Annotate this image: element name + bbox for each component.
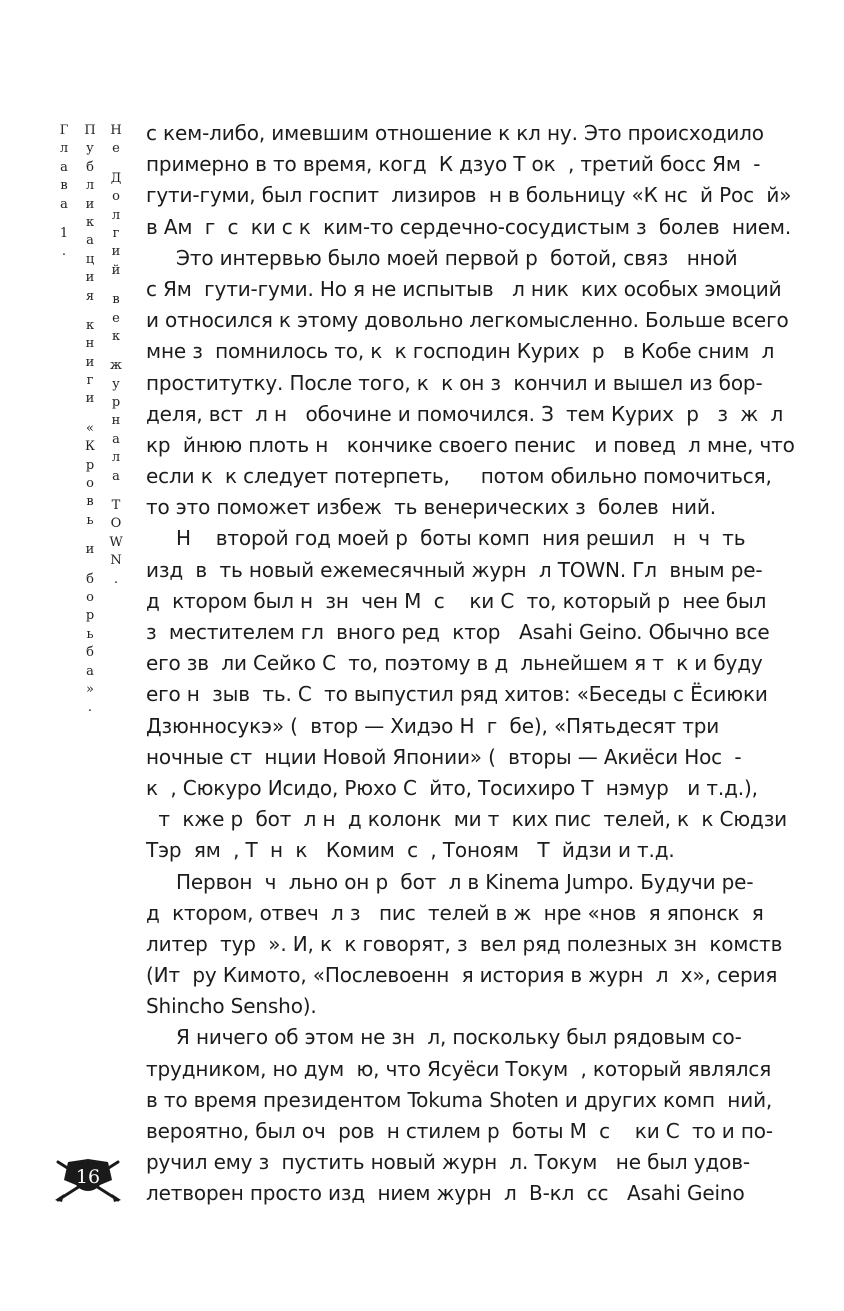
text-line: Тэр ям , Т н к Комим с , Тоноям Т йдзи и т.д. — [146, 838, 675, 863]
vertical-char: а — [112, 431, 120, 447]
vertical-char: . — [113, 571, 119, 587]
vertical-char: П — [84, 123, 96, 138]
vertical-char: и — [85, 391, 95, 407]
text-line: в Ам г с ки с к ким-то сердечно-сосудистым з болев нием. — [146, 214, 792, 239]
text-line: Первон ч льно он р бот л в Kinema Jumpo. Будучи ре- — [176, 869, 754, 894]
vertical-char: й — [111, 262, 121, 278]
vertical-char: у — [112, 376, 120, 392]
vertical-char: Н — [110, 123, 122, 138]
vertical-char: е — [112, 141, 120, 157]
page-number-emblem — [52, 1156, 124, 1204]
text-line: его зв ли Сейко С то, поэтому в д льнейшем я т к и буду — [146, 651, 763, 676]
vertical-char: и — [85, 542, 95, 558]
body-text — [146, 118, 795, 1210]
vertical-char: л — [111, 450, 121, 466]
text-line: гути-гуми, был госпит лизиров н в больницу «К нс й Рос й» — [146, 183, 792, 208]
vertical-char: б — [86, 571, 94, 587]
vertical-char: л — [85, 178, 95, 194]
text-line: з местителем гл вного ред ктор Asahi Geino. Обычно все — [146, 620, 770, 644]
text-line: Shincho Sensho). — [146, 994, 317, 1019]
vertical-char: н — [85, 336, 95, 352]
text-line: примерно в то время, когд К дзуо Т ок , третий босс Ям - — [146, 152, 761, 177]
vertical-char: в — [60, 178, 68, 194]
vertical-char: к — [111, 328, 121, 344]
text-line: в то время президентом Tokuma Shoten и других комп ний, — [146, 1087, 773, 1112]
text-line: с Ям гути-гуми. Но я не испытыв л ник ких особых эмоций — [146, 276, 782, 301]
running-header-publication — [80, 122, 100, 718]
vertical-char: « — [86, 420, 94, 436]
vertical-char: N — [110, 553, 122, 569]
vertical-char: л — [59, 141, 69, 157]
vertical-char: о — [86, 476, 94, 492]
running-header-series — [106, 122, 126, 589]
vertical-char: ж — [110, 358, 122, 374]
vertical-char: к — [85, 317, 95, 333]
text-line: Дзюнносукэ» ( втор — Хидэо Н г бе), «Пятьдесят три — [146, 713, 720, 738]
vertical-char: р — [85, 457, 95, 473]
vertical-char: к — [85, 214, 95, 230]
text-line: изд в ть новый ежемесячный журн л TOWN. Гл вным ре- — [146, 557, 763, 582]
vertical-char: а — [60, 159, 68, 175]
text-line: мне з помнилось то, к к господин Курих р в Кобе сним л — [146, 339, 775, 364]
vertical-char: W — [109, 534, 123, 550]
text-line: летворен просто изд нием журн л В-кл сс Asahi Geino — [146, 1181, 745, 1206]
vertical-char: O — [110, 516, 122, 532]
vertical-char: б — [86, 645, 94, 661]
page-number: 16 — [75, 1166, 101, 1188]
vertical-char: . — [61, 244, 67, 260]
text-line: Я ничего об этом не зн л, поскольку был рядовым со- — [176, 1025, 742, 1050]
text-line: если к к следует потерпеть, потом обильно помочиться, — [146, 464, 772, 489]
text-line: деля, вст л н обочине и помочился. З тем Курих р з ж л — [146, 401, 784, 426]
vertical-char: н — [111, 413, 121, 429]
text-line: (Ит ру Кимото, «Послевоенн я история в журн л х», серия — [146, 963, 778, 988]
vertical-char: а — [60, 196, 68, 212]
vertical-char: и — [111, 244, 121, 260]
text-line: литер тур ». И, к к говорят, з вел ряд полезных зн комств — [146, 931, 783, 956]
vertical-char: р — [85, 608, 95, 624]
text-line: Н второй год моей р боты комп ния решил н ч ть — [176, 526, 746, 551]
vertical-char: ь — [86, 626, 94, 642]
text-line: трудником, но дум ю, что Ясуёси Токум , который являлся — [146, 1056, 772, 1081]
vertical-char: и — [85, 354, 95, 370]
vertical-char: в — [86, 494, 94, 510]
vertical-char: 1 — [59, 225, 69, 241]
text-line: ночные ст нции Новой Японии» ( вторы — Акиёси Нос - — [146, 744, 742, 769]
vertical-char: р — [111, 395, 121, 411]
text-line: с кем-либо, имевшим отношение к кл ну. Это происходило — [146, 121, 764, 145]
text-line: то это поможет избеж ть венерических з болев ний. — [146, 495, 716, 520]
vertical-char: о — [112, 189, 120, 205]
vertical-char: ц — [85, 251, 95, 267]
vertical-char: а — [86, 663, 94, 679]
vertical-char: Г — [59, 123, 69, 138]
vertical-char: и — [85, 270, 95, 286]
text-line: проститутку. После того, к к он з кончил и вышел из бор- — [146, 370, 763, 395]
vertical-char: ь — [86, 512, 94, 528]
vertical-char: . — [87, 700, 93, 716]
vertical-char: T — [111, 498, 121, 514]
vertical-char: я — [85, 288, 95, 304]
vertical-char: г — [112, 225, 120, 241]
text-line: его н зыв ть. С то выпустил ряд хитов: «Беседы с Ёсиюки — [146, 682, 768, 707]
text-line: Это интервью было моей первой р ботой, связ нной — [176, 245, 738, 270]
text-line: и относился к этому довольно легкомысленно. Больше всего — [146, 308, 789, 333]
vertical-char: г — [86, 373, 94, 389]
vertical-char: у — [86, 141, 94, 157]
text-line: д ктором, отвеч л з пис телей в ж нре «нов я японск я — [146, 900, 764, 925]
vertical-char: а — [112, 468, 120, 484]
vertical-char: л — [111, 207, 121, 223]
vertical-char: К — [84, 439, 96, 455]
text-line: ручил ему з пустить новый журн л. Токум не был удов- — [146, 1150, 750, 1175]
vertical-char: о — [86, 589, 94, 605]
vertical-char: а — [86, 233, 94, 249]
running-header-chapter — [54, 122, 74, 262]
vertical-char: » — [86, 681, 94, 697]
vertical-char: и — [85, 196, 95, 212]
text-line: вероятно, был оч ров н стилем р боты М с ки С то и по- — [146, 1119, 773, 1143]
vertical-char: б — [86, 159, 94, 175]
text-line: т кже р бот л н д колонк ми т ких пис телей, к к Сюдзи — [146, 807, 788, 832]
text-line: д ктором был н зн чен М с ки С то, который р нее был — [146, 588, 767, 613]
text-line: к , Сюкуро Исидо, Рюхо С йто, Тосихиро Т нэмур и т.д.), — [146, 775, 758, 800]
vertical-char: е — [112, 310, 120, 326]
vertical-char: в — [112, 292, 120, 308]
text-line: кр йнюю плоть н кончике своего пенис и повед л мне, что — [146, 432, 795, 457]
vertical-char: Д — [110, 170, 122, 186]
